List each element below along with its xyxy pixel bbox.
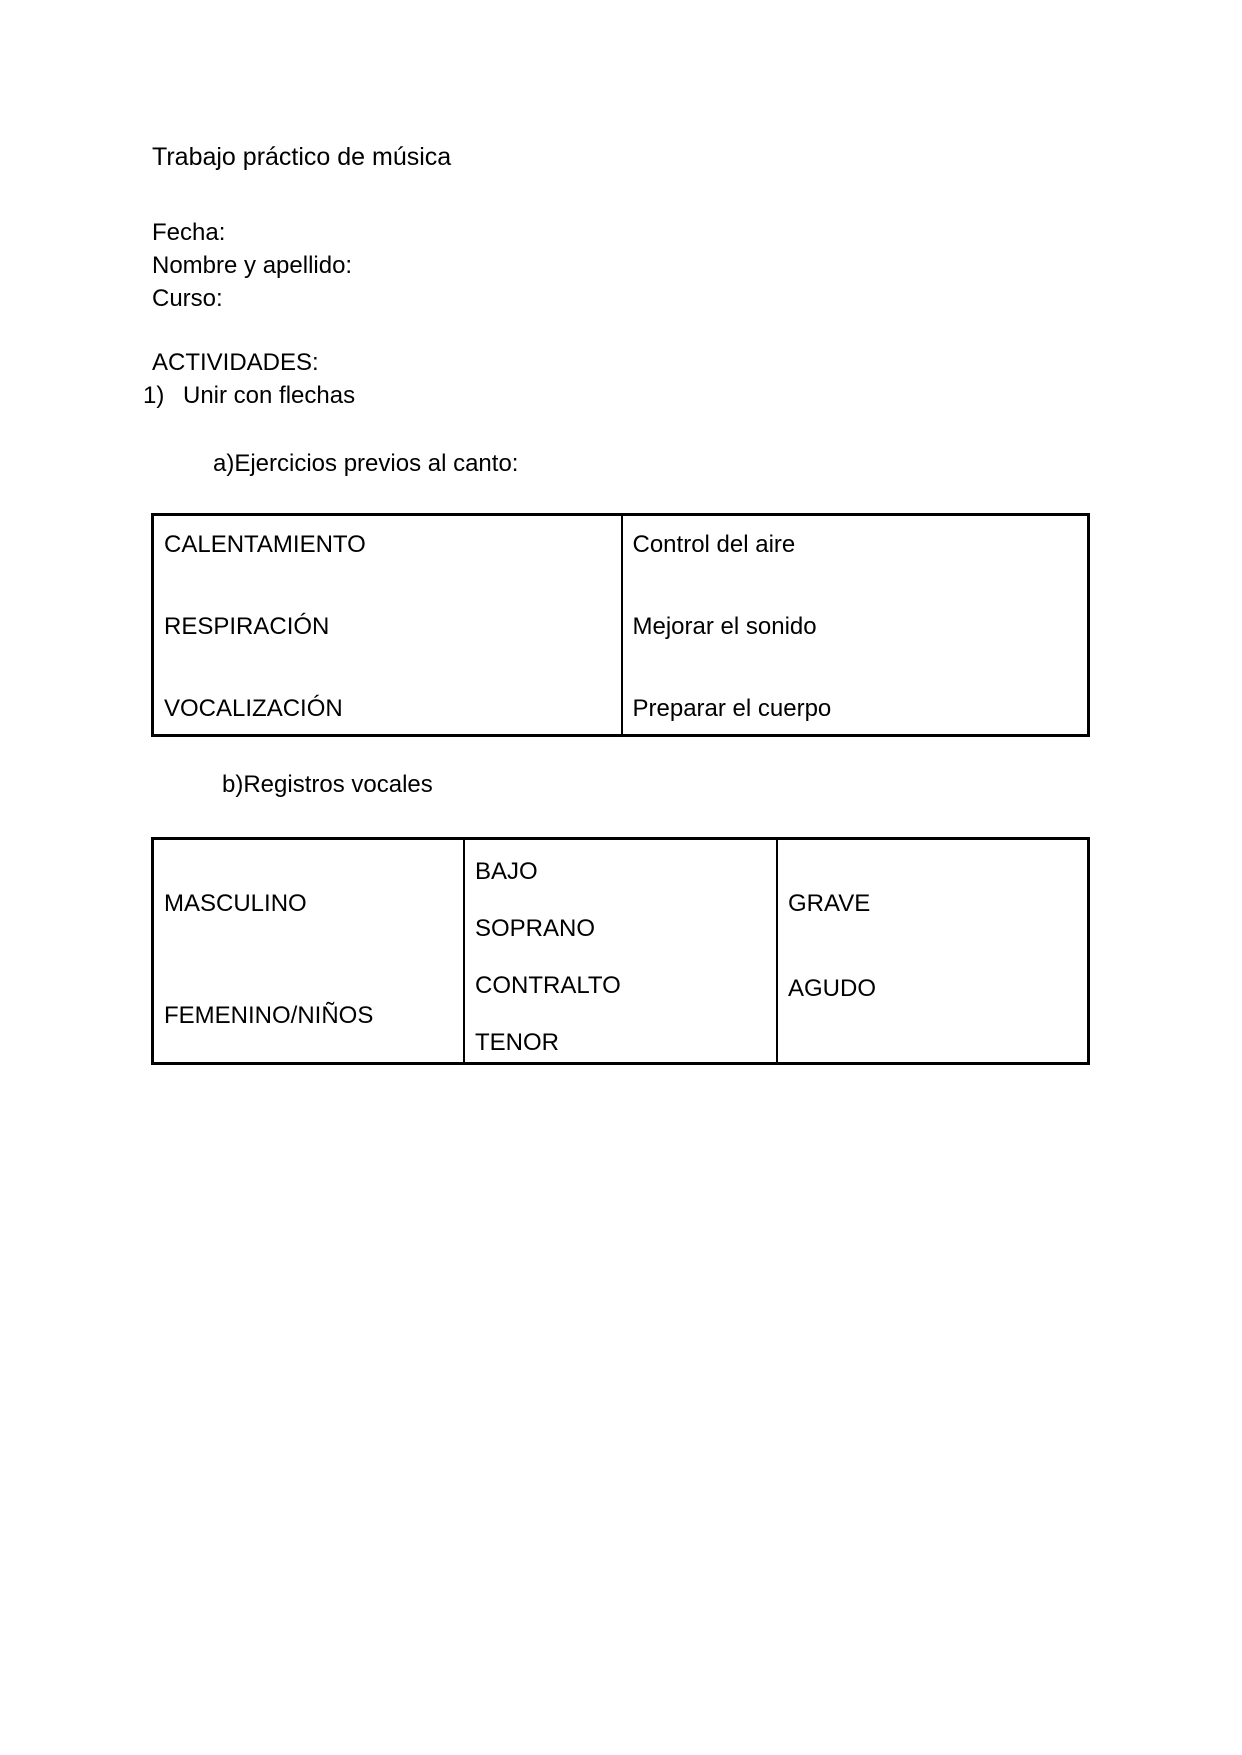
voice-contralto: CONTRALTO (475, 972, 621, 999)
date-field-label: Fecha: (152, 219, 226, 246)
section-a-heading: a)Ejercicios previos al canto: (213, 450, 519, 477)
group-masculino: MASCULINO (164, 890, 307, 917)
activities-heading: ACTIVIDADES: (152, 349, 319, 376)
warmup-definitions-cell (621, 516, 1088, 734)
definition-mejorar-el-sonido: Mejorar el sonido (632, 613, 817, 640)
range-grave: GRAVE (787, 890, 871, 917)
range-agudo: AGUDO (787, 975, 876, 1002)
voice-types-cell (463, 840, 776, 1062)
exercise-1-number: 1) (143, 382, 165, 409)
voice-tenor: TENOR (475, 1029, 559, 1056)
group-femenino-ninos: FEMENINO/NIÑOS (164, 1002, 374, 1029)
voice-soprano: SOPRANO (475, 915, 596, 942)
definition-control-del-aire: Control del aire (632, 531, 796, 558)
page-title: Trabajo práctico de música (152, 143, 452, 171)
voice-groups-cell (154, 840, 463, 1062)
name-field-label: Nombre y apellido: (152, 252, 353, 279)
exercise-1-item (143, 381, 355, 411)
warmup-matching-table (151, 513, 1090, 737)
vocal-registers-table (151, 837, 1090, 1065)
definition-preparar-el-cuerpo: Preparar el cuerpo (632, 695, 832, 722)
term-calentamiento: CALENTAMIENTO (164, 531, 366, 558)
section-b-heading: b)Registros vocales (222, 771, 433, 798)
course-field-label: Curso: (152, 285, 223, 312)
pitch-range-cell (776, 840, 1087, 1062)
warmup-terms-cell (154, 516, 621, 734)
term-respiracion: RESPIRACIÓN (164, 613, 330, 640)
exercise-1-label: Unir con flechas (183, 382, 356, 409)
term-vocalizacion: VOCALIZACIÓN (164, 695, 343, 722)
voice-bajo: BAJO (475, 858, 538, 885)
